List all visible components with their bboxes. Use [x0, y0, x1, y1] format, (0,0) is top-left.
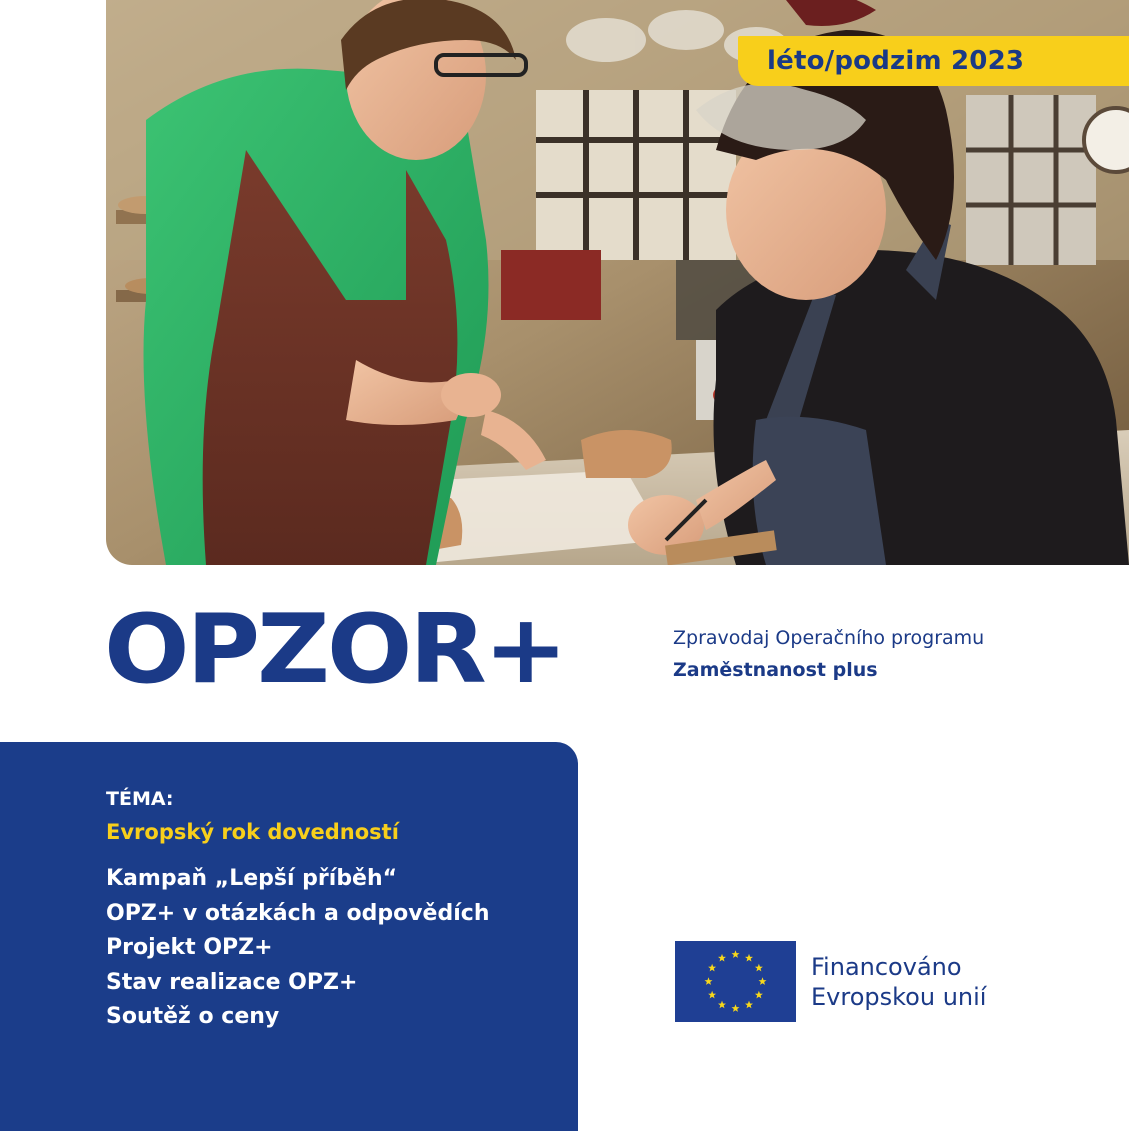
contents-panel [0, 742, 578, 1131]
topic-title: Evropský rok dovedností [106, 820, 399, 844]
eu-funding-badge [675, 941, 986, 1022]
issue-season-badge [738, 36, 1129, 86]
subtitle-line-2: Zaměstnanost plus [673, 659, 878, 681]
contents-item: Stav realizace OPZ+ [106, 969, 358, 995]
magazine-title: OPZOR+ [104, 595, 565, 705]
eu-flag-icon [675, 941, 796, 1022]
contents-item: OPZ+ v otázkách a odpovědích [106, 900, 490, 926]
magazine-subtitle [673, 622, 984, 686]
subtitle-line-1: Zpravodaj Operačního programu [673, 627, 985, 649]
topic-label: TÉMA: [106, 788, 174, 810]
eu-funding-text [811, 952, 986, 1012]
issue-season-text: léto/podzim 2023 [767, 46, 1025, 76]
eu-funding-line-1: Financováno [811, 952, 962, 981]
contents-item: Soutěž o ceny [106, 1004, 280, 1029]
eu-funding-line-2: Evropskou unií [811, 982, 987, 1011]
contents-list [106, 862, 489, 1035]
contents-item: Projekt OPZ+ [106, 935, 273, 960]
contents-item: Kampaň „Lepší příběh“ [106, 866, 398, 891]
